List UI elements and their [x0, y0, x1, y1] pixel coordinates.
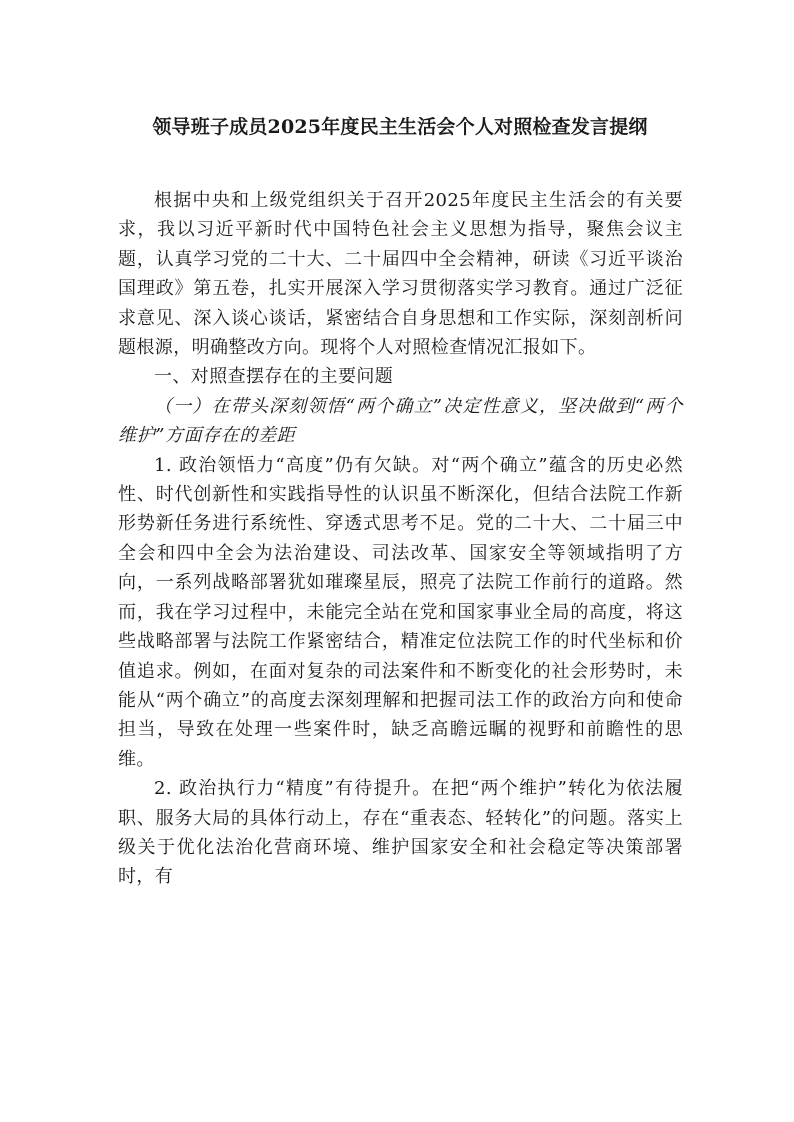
subsection-heading: （一）在带头深刻领悟“两个确立”决定性意义，坚决做到“两个维护”方面存在的差距 — [118, 395, 683, 447]
document-body — [118, 186, 683, 892]
point-paragraph-1: 1. 政治领悟力“高度”仍有欠缺。对“两个确立”蕴含的历史必然性、时代创新性和实践指导性的认识虽不断深化，但结合法院工作新形势新任务进行系统性、穿透式思考不足。党的二十大、二十届三中全会和四中全会为法治建设、司法改革、国家安全等领域指明了方向，一系列战略部署犹如璀璨星辰，照亮了法院工作前行的道路。然而，我在学习过程中，未能完全站在党和国家事业全局的高度，将这些战略部署与法院工作紧密结合，精准定位法院工作的时代坐标和价值追求。例如，在面对复杂的司法案件和不断变化的社会形势时，未能从“两个确立”的高度去深刻理解和把握司法工作的政治方向和使命担当，导致在处理一些案件时，缺乏高瞻远瞩的视野和前瞻性的思维。 — [118, 454, 683, 770]
point-paragraph-2: 2. 政治执行力“精度”有待提升。在把“两个维护”转化为依法履职、服务大局的具体行动上，存在“重表态、轻转化”的问题。落实上级关于优化法治化营商环境、维护国家安全和社会稳定等决策部署时，有 — [118, 778, 683, 888]
intro-paragraph: 根据中央和上级党组织关于召开2025年度民主生活会的有关要求，我以习近平新时代中国特色社会主义思想为指导，聚焦会议主题，认真学习党的二十大、二十届四中全会精神，研读《习近平谈治国理政》第五卷，扎实开展深入学习贯彻落实学习教育。通过广泛征求意见、深入谈心谈话，紧密结合自身思想和工作实际，深刻剖析问题根源，明确整改方向。现将个人对照检查情况汇报如下。 — [118, 190, 683, 359]
section-heading: 一、对照查摆存在的主要问题 — [154, 366, 394, 388]
document-title: 领导班子成员2025年度民主生活会个人对照检查发言提纲 — [152, 116, 648, 138]
